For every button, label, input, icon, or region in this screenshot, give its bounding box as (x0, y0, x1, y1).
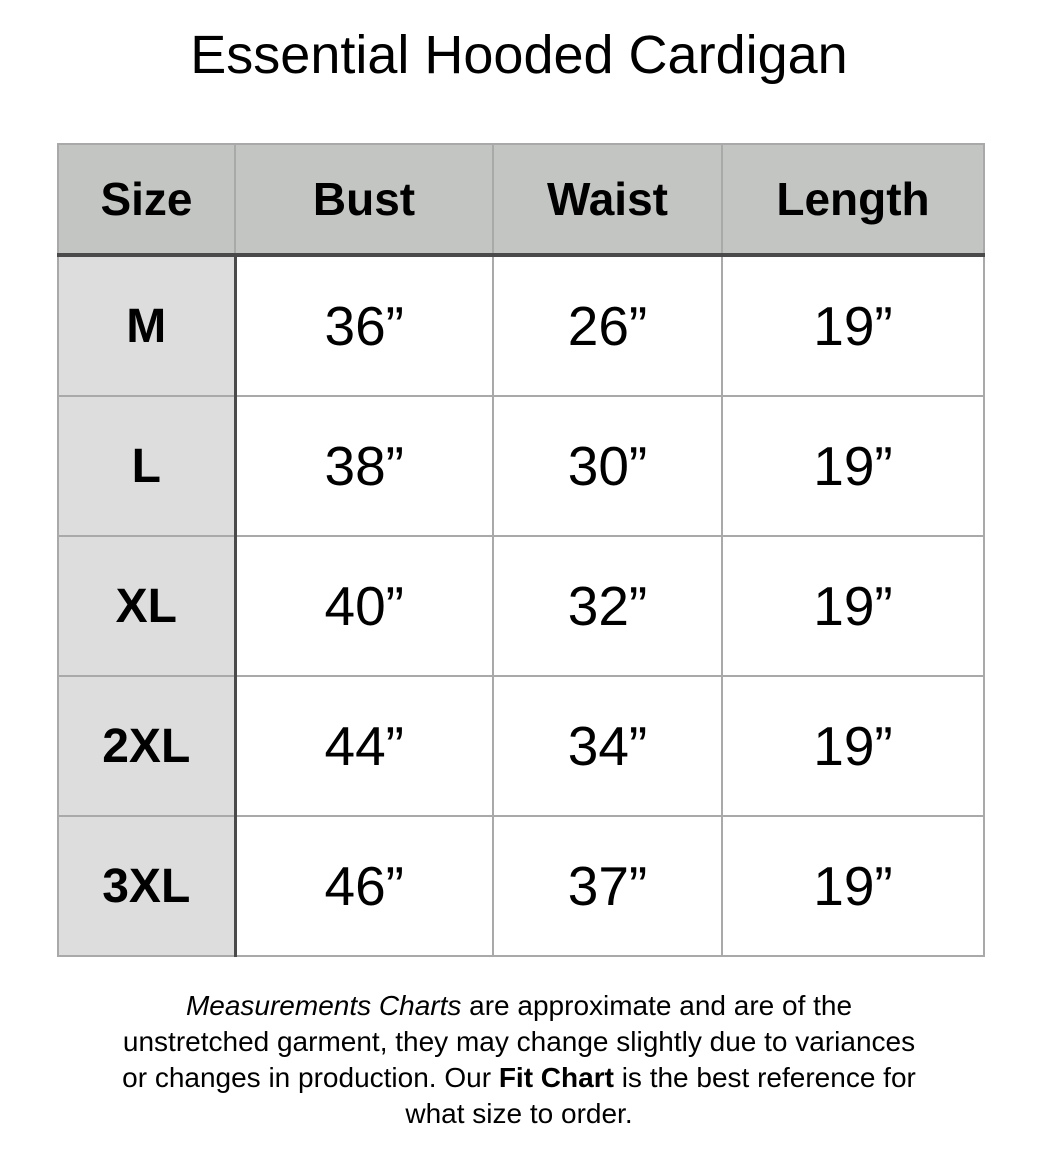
note-line-4: what size to order. (405, 1098, 633, 1129)
note-line-3-end: is the best reference for (613, 1062, 916, 1093)
column-header-length: Length (722, 144, 984, 255)
note-line-1-rest: are approximate and are of the (461, 990, 853, 1021)
bust-cell: 36” (235, 255, 493, 396)
column-header-size: Size (58, 144, 235, 255)
note-line-1 (0, 988, 1038, 1024)
waist-cell: 26” (493, 255, 722, 396)
bust-cell: 44” (235, 676, 493, 816)
size-cell: M (58, 255, 235, 396)
length-cell: 19” (722, 816, 984, 956)
size-cell: 2XL (58, 676, 235, 816)
column-header-bust: Bust (235, 144, 493, 255)
waist-cell: 32” (493, 536, 722, 676)
length-cell: 19” (722, 536, 984, 676)
waist-cell: 30” (493, 396, 722, 536)
length-cell: 19” (722, 255, 984, 396)
size-cell: XL (58, 536, 235, 676)
table-row (58, 676, 984, 816)
note-italic-lead: Measurements Charts (185, 990, 462, 1021)
table-row (58, 536, 984, 676)
size-cell: 3XL (58, 816, 235, 956)
table-header-row (58, 144, 984, 255)
bust-cell: 38” (235, 396, 493, 536)
bust-cell: 46” (235, 816, 493, 956)
page-title: Essential Hooded Cardigan (190, 25, 848, 85)
waist-cell: 37” (493, 816, 722, 956)
note-line-3-start: or changes in production. Our (122, 1062, 499, 1093)
table-row (58, 816, 984, 956)
length-cell: 19” (722, 676, 984, 816)
note-line-2: unstretched garment, they may change slightly due to variances (122, 1026, 916, 1057)
size-chart-table (57, 143, 985, 957)
table-row (58, 255, 984, 396)
waist-cell: 34” (493, 676, 722, 816)
fit-chart-link[interactable]: Fit Chart (498, 1062, 614, 1093)
table-row (58, 396, 984, 536)
length-cell: 19” (722, 396, 984, 536)
bust-cell: 40” (235, 536, 493, 676)
size-cell: L (58, 396, 235, 536)
column-header-waist: Waist (493, 144, 722, 255)
measurement-note (0, 988, 1038, 1132)
note-line-3 (0, 1060, 1038, 1096)
